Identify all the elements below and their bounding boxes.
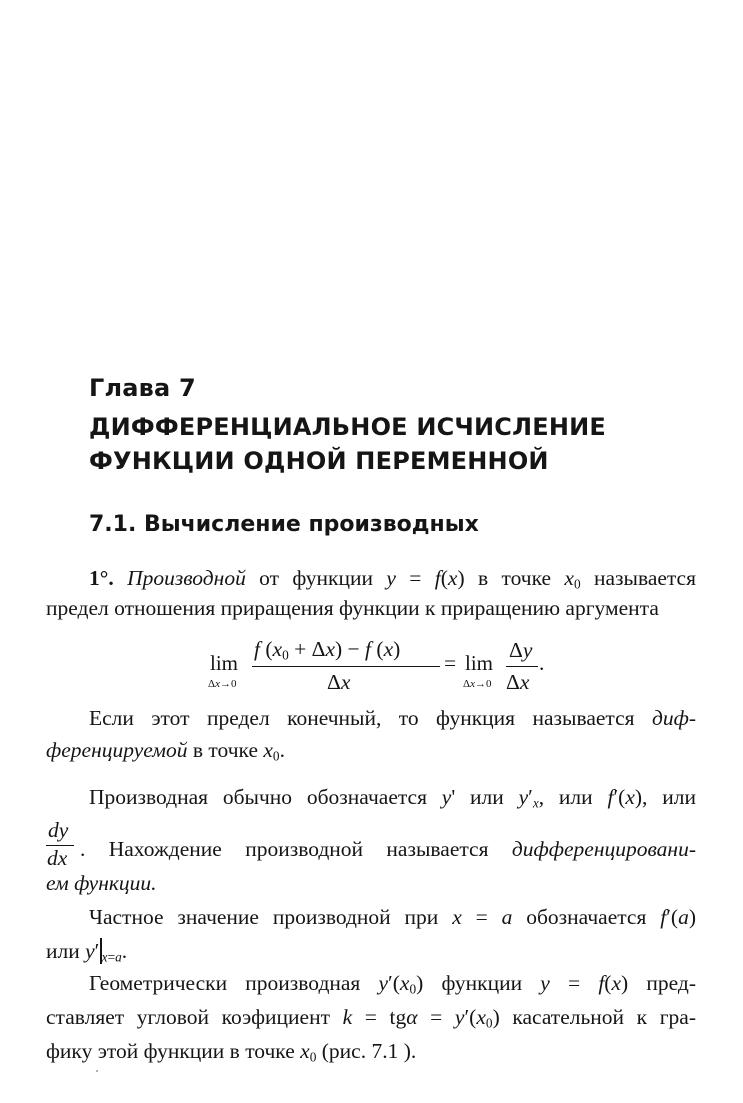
paragraph-3-line-3 (46, 868, 696, 898)
text: (рис. 7.1 ). (316, 1039, 417, 1063)
text: Если этот предел конечный, то функция называется (89, 706, 652, 730)
equals-sign: = (444, 651, 457, 675)
text: Частное значение производной при (89, 905, 453, 929)
fraction-bar-right (506, 666, 538, 667)
lim-left: lim (210, 651, 239, 675)
paragraph-5-line-3 (46, 1036, 696, 1072)
text: ставляет угловой коэфициент (46, 1005, 343, 1029)
fraction-numerator: f $(x_0 + \Delta x) - f$ (x) (254, 637, 401, 663)
text: от функции (245, 566, 387, 590)
term-differentiation-cont: ем функции. (46, 871, 157, 895)
dy-dx-fraction: dy dx (46, 818, 76, 874)
paragraph-5-line-1 (89, 968, 696, 1004)
text: , или (642, 785, 696, 809)
formula-inline: y (441, 785, 452, 809)
formula-inline: $x_0$ (300, 1039, 317, 1065)
fraction-denominator-right: Δx (506, 670, 530, 694)
text: пред- (628, 971, 696, 995)
paragraph-2-line-1 (89, 703, 696, 733)
text: или (46, 939, 86, 963)
fraction-numerator-right: Δy (509, 638, 533, 662)
term-differentiation: дифференцировани- (511, 837, 696, 861)
text: в точке (464, 566, 565, 590)
derivative-limit-formula (210, 634, 550, 696)
paragraph-1-line-2: предел отношения приращения функции к приращению аргумента (46, 596, 659, 620)
chapter-title (89, 410, 709, 478)
paragraph-3-line-1: Производная обычно обозначается y' или $y'_x$, или f′(x), или (89, 785, 696, 811)
text: , или (538, 785, 608, 809)
text: в точке (187, 738, 264, 762)
paragraph-3-line-2 (80, 834, 696, 864)
text: Производная обычно обозначается (89, 785, 442, 809)
formula-inline: $x_0$ (564, 566, 581, 592)
formula-inline: y = f(x) (386, 566, 465, 590)
formula-inline: x = a (452, 905, 513, 929)
formula-inline: $x_0$. (263, 738, 285, 764)
paragraph-4-line-1 (89, 902, 696, 932)
term-differentiable-cont: ференцируемой (46, 738, 188, 762)
period: . (539, 651, 545, 675)
text: обозначается (512, 905, 661, 929)
paragraph-2-line-2 (46, 735, 696, 771)
text: . Нахождение производной называется (80, 837, 512, 861)
paragraph-5-line-2 (46, 1002, 696, 1038)
item-number: 1°. (89, 566, 114, 590)
text: фику этой функции в точке (46, 1039, 301, 1063)
chapter-title-line-2: ФУНКЦИИ ОДНОЙ ПЕРЕМЕННОЙ (89, 447, 549, 475)
formula-inline: y = f(x) (540, 971, 629, 995)
text: Геометрически производная (89, 971, 379, 995)
chapter-title-line-1: ДИФФЕРЕНЦИАЛЬНОЕ ИСЧИСЛЕНИЕ (89, 413, 607, 441)
lim-left-subscript: Δx→0 (208, 678, 237, 690)
paragraph-4-line-2 (46, 936, 696, 972)
lim-right: lim (465, 651, 494, 675)
term-derivative: Производной (127, 566, 246, 590)
formula-inline: $y'(x_0)$ (378, 971, 424, 997)
formula-inline: $y'_x$ (518, 785, 539, 811)
scan-speck (96, 1070, 98, 1072)
text: называется (580, 566, 696, 590)
text: или (455, 785, 519, 809)
formula-inline: y′ $_{x=a}$. (85, 939, 128, 965)
lim-right-subscript: Δx→0 (463, 678, 492, 690)
fraction-denominator: Δx (327, 670, 351, 694)
fraction-bar (252, 666, 440, 667)
text: касательной к гра- (499, 1005, 696, 1029)
formula-inline: f′(a) (660, 905, 696, 929)
term-differentiable: диф- (651, 706, 696, 730)
chapter-label: Глава 7 (89, 374, 196, 402)
formula-inline: f′(x) (607, 785, 643, 809)
text: функции (423, 971, 541, 995)
section-title: 7.1. Вычисление производных (89, 512, 479, 537)
formula-inline: $k = tg\alpha = y'(x_0)$ (342, 1005, 500, 1031)
